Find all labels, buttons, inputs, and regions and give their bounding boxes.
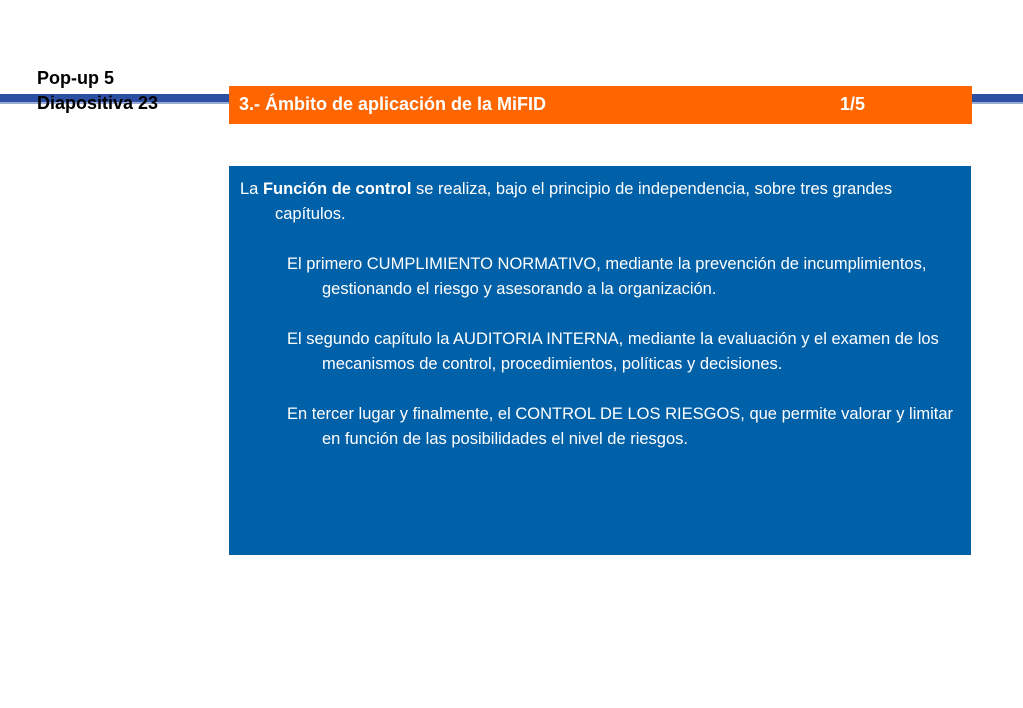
popup-label: Pop-up 5 <box>37 68 114 88</box>
slide-number-label: Diapositiva 23 <box>37 93 159 113</box>
title-bar <box>229 86 972 124</box>
list-item: El primero CUMPLIMIENTO NORMATIVO, mediante la prevención de incumplimientos, gestionando el riesgo y asesorando a la organización. <box>287 255 927 298</box>
intro-prefix: La <box>240 180 259 198</box>
intro-paragraph <box>240 177 963 227</box>
content-box <box>229 166 971 555</box>
list-item: El segundo capítulo la AUDITORIA INTERNA, mediante la evaluación y el examen de los mecanismos de control, procedimientos, políticas y decisiones. <box>287 330 939 373</box>
intro-rest: se realiza, bajo el principio de independencia, sobre tres grandes capítulos. <box>275 180 893 223</box>
intro-bold-term: Función de control <box>262 180 412 198</box>
list-item: En tercer lugar y finalmente, el CONTROL DE LOS RIESGOS, que permite valorar y limitar en función de las posibilidades el nivel de riesgos. <box>287 405 954 448</box>
page-indicator: 1/5 <box>840 94 866 114</box>
slide-label <box>37 66 158 116</box>
slide-title: 3.- Ámbito de aplicación de la MiFID <box>239 94 547 114</box>
